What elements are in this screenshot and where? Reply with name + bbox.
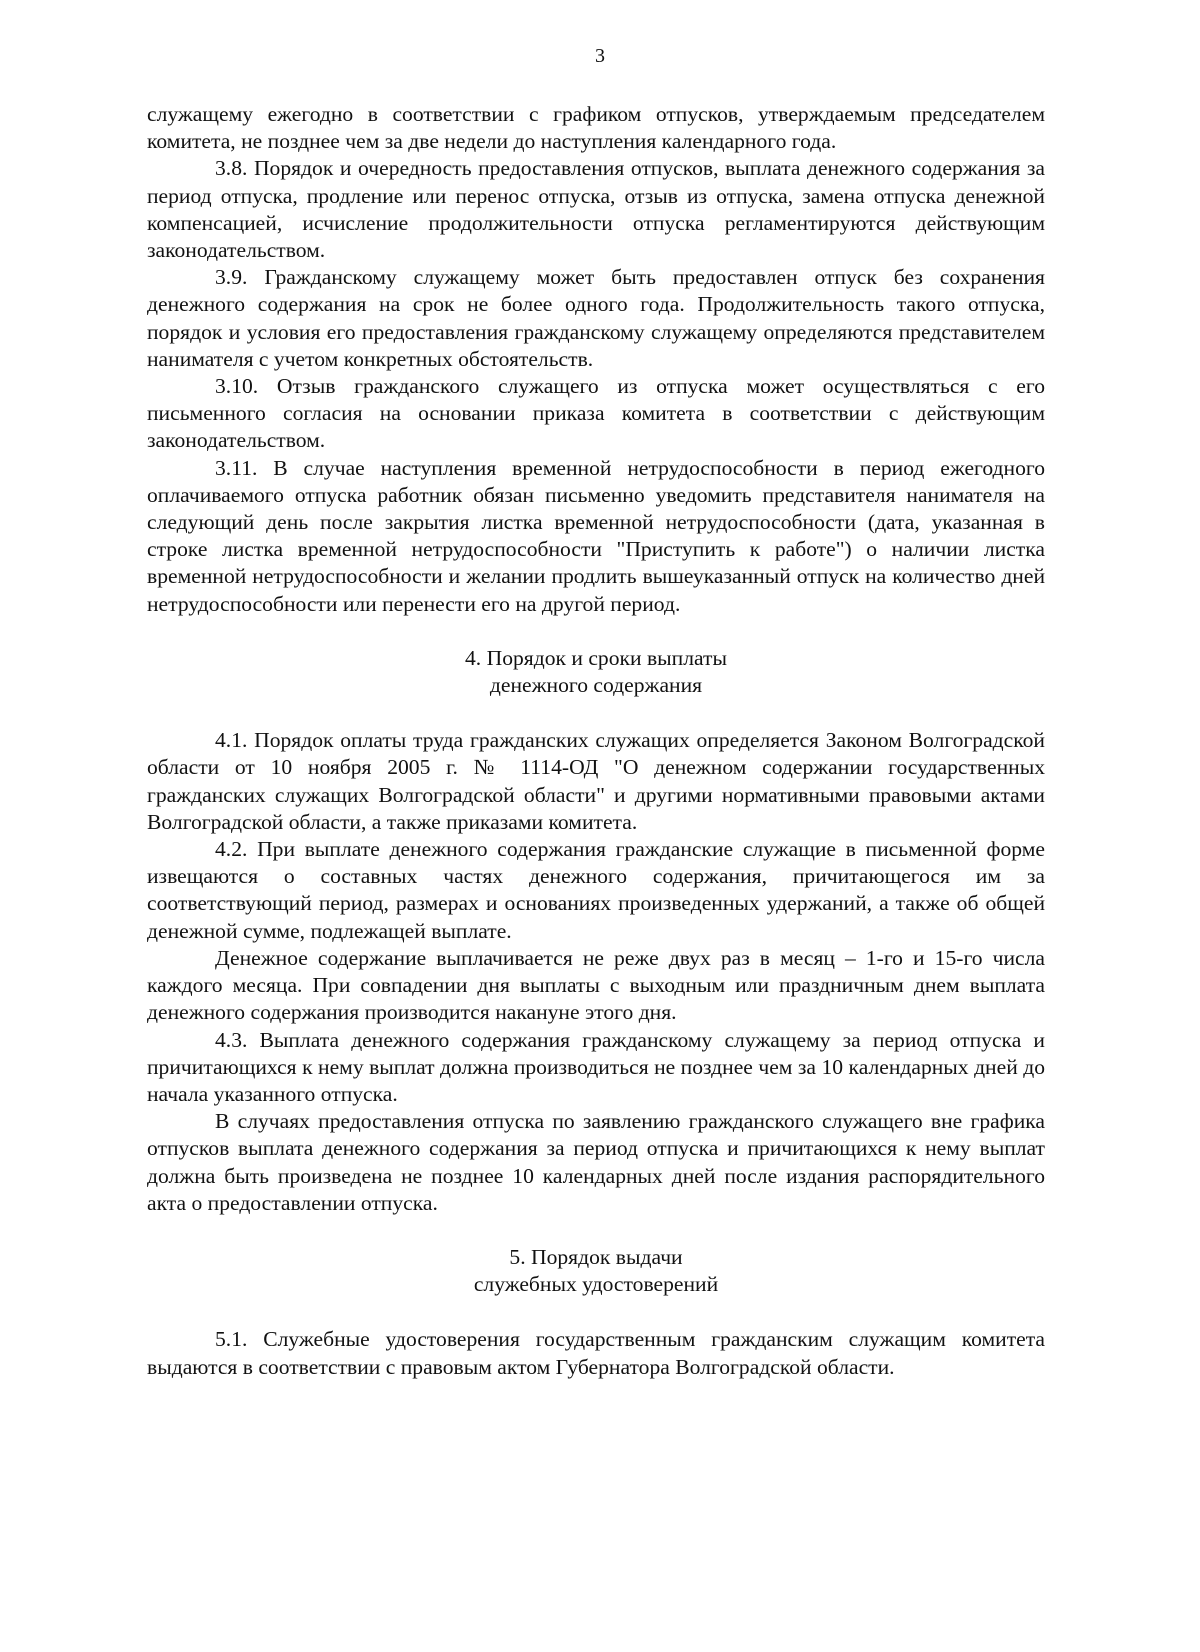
paragraph-3-8: 3.8. Порядок и очередность предоставления отпусков, выплата денежного содержания за период отпуска, продление или перенос отпуска, отзыв из отпуска, замена отпуска денежной компенсацией, исчисление продолжительности отпуска регламентируются действующим законодательством. [147, 156, 1045, 263]
paragraph-3-9: 3.9. Гражданскому служащему может быть предоставлен отпуск без сохранения денежного содержания на срок не более одного года. Продолжительность такого отпуска, порядок и условия его предоставления гражданскому служащему определяются представителем нанимателя с учетом конкретных обстоятельств. [147, 265, 1045, 371]
paragraph-4-3-off-schedule: В случаях предоставления отпуска по заявлению гражданского служащего вне графика отпусков выплата денежного содержания за период отпуска и причитающихся к нему выплат должна быть произведена не позднее 10 календарных дней после издания распорядительного акта о предоставлении отпуска. [147, 1109, 1045, 1215]
section-4-heading-line1: 4. Порядок и сроки выплаты [465, 645, 727, 670]
paragraph-4-1: 4.1. Порядок оплаты труда гражданских служащих определяется Законом Волгоградской области от 10 ноября 2005 г. № 1114-ОД "О денежном содержании государственных гражданских служащих Волгоградской области" и другими нормативными правовыми актами Волгоградской области, а также приказами комитета. [147, 728, 1045, 834]
paragraph-3-10: 3.10. Отзыв гражданского служащего из отпуска может осуществляться с его письменного согласия на основании приказа комитета в соответствии с действующим законодательством. [147, 374, 1045, 453]
document-body [147, 101, 1045, 1381]
page-number: 3 [595, 45, 605, 67]
paragraph-4-3: 4.3. Выплата денежного содержания гражданскому служащему за период отпуска и причитающихся к нему выплат должна производиться не позднее чем за 10 календарных дней до начала указанного отпуска. [147, 1027, 1045, 1106]
paragraph-4-2-payment-schedule: Денежное содержание выплачивается не реже двух раз в месяц – 1-го и 15-го числа каждого месяца. При совпадении дня выплаты с выходным или праздничным днем выплата денежного содержания производится накануне этого дня. [147, 945, 1045, 1025]
section-4-heading-line2: денежного содержания [489, 673, 703, 698]
section-4-heading [147, 645, 1045, 699]
paragraph-5-1: 5.1. Служебные удостоверения государственным гражданским служащим комитета выдаются в соответствии с правовым актом Губернатора Волгоградской области. [147, 1327, 1045, 1379]
section-5-heading-line2: служебных удостоверений [473, 1272, 719, 1297]
paragraph-4-2: 4.2. При выплате денежного содержания гражданские служащие в письменной форме извещаются о составных частях денежного содержания, причитающегося им за соответствующий период, размерах и основаниях произведенных удержаний, а также об общей денежной сумме, подлежащей выплате. [147, 837, 1045, 943]
section-5-heading [147, 1244, 1045, 1298]
paragraph-3-11: 3.11. В случае наступления временной нетрудоспособности в период ежегодного оплачиваемого отпуска работник обязан письменно уведомить представителя нанимателя на следующий день после закрытия листка временной нетрудоспособности (дата, указанная в строке листка временной нетрудоспособности "Приступить к работе") о наличии листка временной нетрудоспособности и желании продлить вышеуказанный отпуск на количество дней нетрудоспособности или перенести его на другой период. [147, 455, 1045, 616]
paragraph-continuation: служащему ежегодно в соответствии с графиком отпусков, утверждаемым председателем комитета, не позднее чем за две недели до наступления календарного года. [147, 102, 1045, 154]
section-5-heading-line1: 5. Порядок выдачи [509, 1244, 683, 1269]
